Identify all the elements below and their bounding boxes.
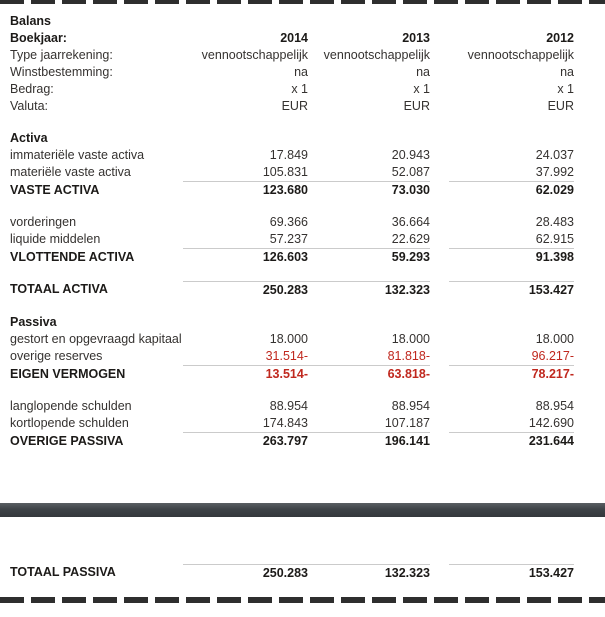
totals-footer <box>0 564 605 582</box>
value-year-2012: 91.398 <box>535 250 574 264</box>
value-year-2014: 31.514- <box>183 348 283 366</box>
value-year-2014 <box>183 314 283 331</box>
value-year-2013: 36.664 <box>391 215 430 229</box>
value-year-2013: 88.954 <box>391 399 430 413</box>
value-year-2012: 96.217- <box>430 348 574 366</box>
value-year-2014: 69.366 <box>269 215 308 229</box>
row-label: Balans <box>10 14 51 28</box>
value-year-2013: 132.323 <box>283 564 430 582</box>
balance-table <box>0 13 605 450</box>
value-year-2014: 18.000 <box>269 332 308 346</box>
value-year-2013: 59.293 <box>391 250 430 264</box>
value-year-2012: na <box>560 65 574 79</box>
row-label: Type jaarrekening: <box>10 48 113 62</box>
table-row <box>10 81 605 98</box>
row-label: overige reserves <box>10 349 103 363</box>
value-year-2013: na <box>416 65 430 79</box>
value-year-2013: 132.323 <box>283 281 430 299</box>
table-row <box>10 348 605 366</box>
table-row <box>10 47 605 64</box>
value-year-2012 <box>430 13 574 30</box>
value-year-2012: 142.690 <box>430 415 574 433</box>
table-row <box>10 98 605 115</box>
row-label: OVERIGE PASSIVA <box>10 434 124 448</box>
table-row <box>10 281 605 299</box>
table-row <box>10 249 605 266</box>
value-year-2012: 153.427 <box>430 281 574 299</box>
value-year-2014 <box>183 13 283 30</box>
value-year-2014: na <box>294 65 308 79</box>
value-year-2013: 81.818- <box>283 348 430 366</box>
row-label: VLOTTENDE ACTIVA <box>10 250 135 264</box>
row-label: Bedrag: <box>10 82 54 96</box>
value-year-2014: 2014 <box>280 31 308 45</box>
table-row <box>10 398 605 415</box>
value-year-2013: x 1 <box>413 82 430 96</box>
row-label: langlopende schulden <box>10 399 132 413</box>
value-year-2013: 18.000 <box>391 332 430 346</box>
value-year-2013: 2013 <box>402 31 430 45</box>
value-year-2014: 17.849 <box>269 148 308 162</box>
value-year-2013: EUR <box>403 99 430 113</box>
table-row <box>10 214 605 231</box>
value-year-2014: EUR <box>281 99 308 113</box>
value-year-2014: 174.843 <box>183 415 283 433</box>
table-row <box>10 182 605 199</box>
row-label: immateriële vaste activa <box>10 148 145 162</box>
row-label: Activa <box>10 131 48 145</box>
value-year-2014: 250.283 <box>183 281 283 299</box>
value-year-2012: 28.483 <box>535 215 574 229</box>
value-year-2013: 73.030 <box>391 183 430 197</box>
table-row <box>10 314 605 331</box>
table-row <box>10 64 605 81</box>
dashed-rule-bottom <box>0 597 605 603</box>
value-year-2013 <box>283 13 430 30</box>
table-row <box>10 13 605 30</box>
value-year-2012: vennootschappelijk <box>467 48 574 62</box>
row-label: Winstbestemming: <box>10 65 113 79</box>
value-year-2012: 2012 <box>546 31 574 45</box>
value-year-2012: 62.915 <box>430 231 574 249</box>
row-label: TOTAAL PASSIVA <box>10 565 116 579</box>
row-label: vorderingen <box>10 215 77 229</box>
value-year-2012: 78.217- <box>531 367 574 381</box>
row-label: TOTAAL ACTIVA <box>10 282 108 296</box>
value-year-2014: 123.680 <box>262 183 308 197</box>
value-year-2012: 231.644 <box>528 434 574 448</box>
table-row <box>10 164 605 182</box>
value-year-2012 <box>430 314 574 331</box>
dashed-rule-top <box>0 0 605 4</box>
value-year-2014: 88.954 <box>269 399 308 413</box>
row-label: EIGEN VERMOGEN <box>10 367 126 381</box>
value-year-2012: 62.029 <box>535 183 574 197</box>
page-divider-bar <box>0 503 605 517</box>
value-year-2013 <box>283 130 430 147</box>
value-year-2014: 13.514- <box>265 367 308 381</box>
value-year-2014: vennootschappelijk <box>201 48 308 62</box>
row-label: liquide middelen <box>10 232 101 246</box>
value-year-2013: vennootschappelijk <box>323 48 430 62</box>
value-year-2012: x 1 <box>557 82 574 96</box>
value-year-2012: 153.427 <box>430 564 574 582</box>
value-year-2013: 107.187 <box>283 415 430 433</box>
table-row <box>10 30 605 47</box>
row-label: kortlopende schulden <box>10 416 129 430</box>
value-year-2012: 24.037 <box>535 148 574 162</box>
value-year-2014: 250.283 <box>183 564 283 582</box>
value-year-2013 <box>283 314 430 331</box>
table-row <box>10 331 605 348</box>
table-row <box>10 564 605 582</box>
table-row <box>10 415 605 433</box>
value-year-2013: 20.943 <box>391 148 430 162</box>
table-row <box>10 231 605 249</box>
value-year-2013: 196.141 <box>384 434 430 448</box>
table-row <box>10 366 605 383</box>
value-year-2012 <box>430 130 574 147</box>
table-row <box>10 147 605 164</box>
table-row <box>10 433 605 450</box>
value-year-2014: 263.797 <box>262 434 308 448</box>
value-year-2012: 88.954 <box>535 399 574 413</box>
value-year-2013: 63.818- <box>387 367 430 381</box>
row-label: materiële vaste activa <box>10 165 131 179</box>
value-year-2014: 126.603 <box>262 250 308 264</box>
row-label: Boekjaar: <box>10 31 67 45</box>
row-label: VASTE ACTIVA <box>10 183 100 197</box>
value-year-2014 <box>183 130 283 147</box>
table-row <box>10 130 605 147</box>
value-year-2013: 52.087 <box>283 164 430 182</box>
value-year-2014: 57.237 <box>183 231 283 249</box>
row-label: Passiva <box>10 315 57 329</box>
value-year-2014: x 1 <box>291 82 308 96</box>
value-year-2012: 37.992 <box>430 164 574 182</box>
row-label: Valuta: <box>10 99 48 113</box>
value-year-2014: 105.831 <box>183 164 283 182</box>
value-year-2012: EUR <box>547 99 574 113</box>
value-year-2012: 18.000 <box>535 332 574 346</box>
row-label: gestort en opgevraagd kapitaal <box>10 332 182 346</box>
value-year-2013: 22.629 <box>283 231 430 249</box>
